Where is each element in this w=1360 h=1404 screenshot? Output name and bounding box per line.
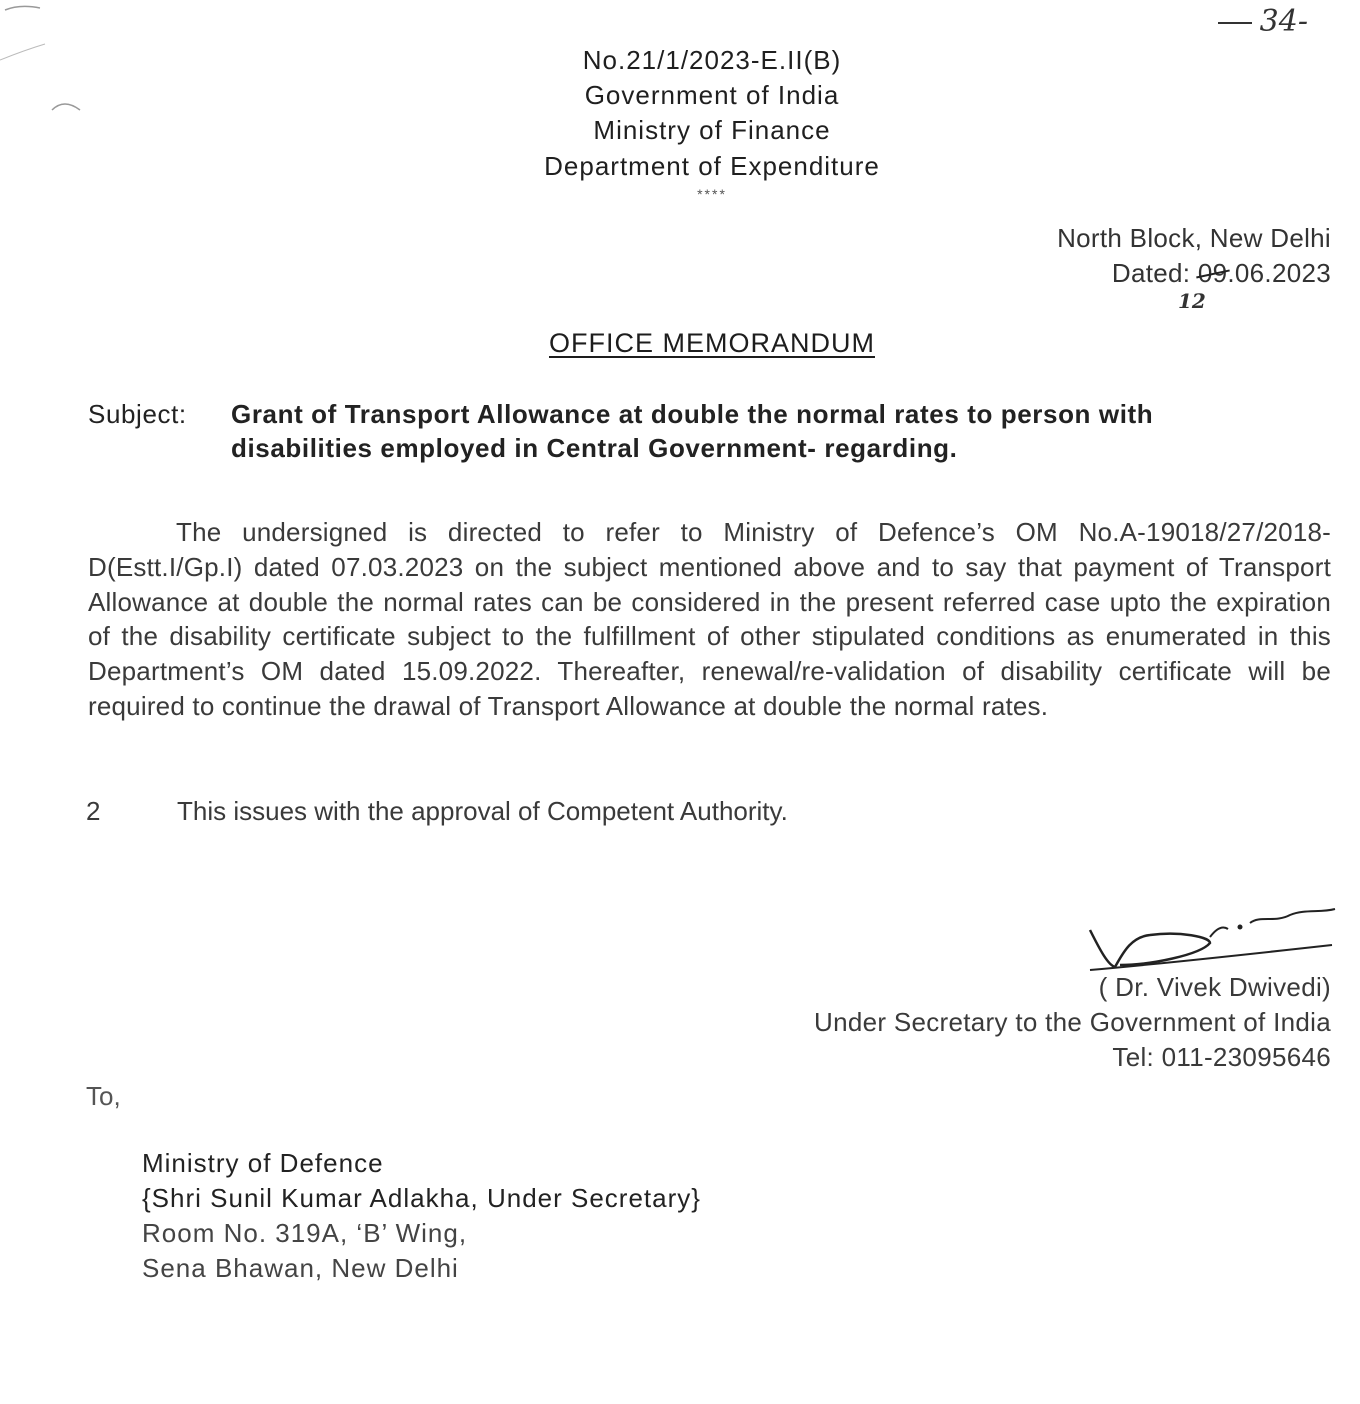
paragraph-2-number: 2 [86,796,101,826]
memo-title: OFFICE MEMORANDUM [549,328,875,358]
addressee-line-4: Sena Bhawan, New Delhi [142,1253,459,1283]
department-name: Department of Expenditure [544,151,880,181]
file-number: No.21/1/2023-E.II(B) [582,45,842,75]
government-name: Government of India [584,80,840,110]
ministry-name: Ministry of Finance [593,115,831,145]
dated-struck-day: 09 [1197,258,1228,288]
subject-line-1: Grant of Transport Allowance at double the normal rates to person with [231,399,1154,429]
to-label: To, [86,1081,121,1111]
paragraph-2-text: This issues with the approval of Competent Authority. [177,796,788,826]
place: North Block, New Delhi [1057,223,1331,253]
paragraph-2 [86,796,788,827]
subject-block [88,397,1331,465]
signatory-block [814,970,1331,1075]
header-separator: **** [697,186,727,202]
addressee-line-3: Room No. 319A, ‘B’ Wing, [142,1218,468,1248]
dated-label: Dated: [1111,258,1198,288]
dated-rest: .06.2023 [1227,258,1331,288]
handwritten-page-number: 34- [1218,4,1308,39]
subject-label: Subject: [88,399,187,429]
date-line [1112,258,1331,289]
addressee-block [142,1146,701,1286]
subject-line-2: disabilities employed in Central Government- regarding. [231,433,958,463]
addressee-line-2: {Shri Sunil Kumar Adlakha, Under Secretary} [142,1183,701,1213]
signatory-designation: Under Secretary to the Government of India [814,1007,1331,1037]
signatory-tel: Tel: 011-23095646 [1112,1042,1331,1072]
dated-correction: 12 [1178,289,1206,313]
addressee-line-1: Ministry of Defence [142,1148,384,1178]
signatory-name: ( Dr. Vivek Dwivedi) [1098,972,1331,1002]
paragraph-1: The undersigned is directed to refer to Ministry of Defence’s OM No.A-19018/27/2018-D(Estt.I/Gp.I) dated 07.03.2023 on the subject mentioned above and to say that payment of Transport Allowance at double the normal rates can be considered in the present referred case upto the expiration of the disability certificate subject to the fulfillment of other stipulated conditions as enumerated in this Department’s OM dated 15.09.2022. Thereafter, renewal/re-validation of disability certificate will be required to continue the drawal of Transport Allowance at double the normal rates. [88,517,1331,721]
